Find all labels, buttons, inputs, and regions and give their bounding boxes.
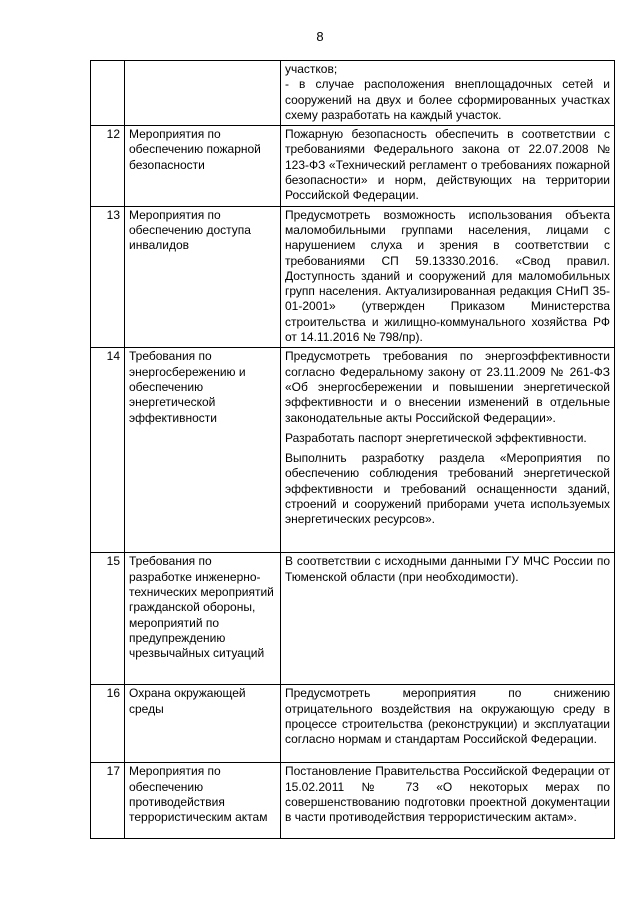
- requirement-paragraph: Разработать паспорт энергетической эффективности.: [285, 430, 587, 445]
- row-title: Мероприятия по обеспечению пожарной безопасности: [125, 126, 281, 206]
- page-number: 8: [316, 29, 324, 44]
- row-requirements: [281, 763, 615, 839]
- row-title: Требования по разработке инженерно-технических мероприятий гражданской обороны, мероприятий по предупреждению чрезвычайных ситуаций: [125, 553, 281, 685]
- row-requirements: [281, 553, 615, 685]
- requirement-paragraph: участков;: [285, 62, 338, 76]
- table-row: [91, 348, 615, 553]
- row-requirements: [281, 126, 615, 206]
- row-title: Мероприятия по обеспечению доступа инвалидов: [125, 206, 281, 348]
- row-requirements: [281, 685, 615, 763]
- requirement-paragraph: Предусмотреть возможность использования объекта маломобильными группами населения, лицами с нарушением слуха и зрения в соответствии с требованиями СП 59.13330.2016. «Свод правил. Доступность зданий и сооружений для маломобильных групп населения. Актуализированная редакция СНиП 35-01-2001» (утвержден Приказом Министерства строительства и жилищно-коммунального хозяйства РФ от 14.11.2016 № 798/пр).: [285, 207, 610, 345]
- requirement-paragraph: Пожарную безопасность обеспечить в соответствии с требованиями Федерального закона от 22.07.2008 № 123-ФЗ «Технический регламент о требованиях пожарной безопасности» и норм, действующих на территории Российской Федерации.: [285, 127, 610, 203]
- table-row: [91, 61, 615, 126]
- table-row: [91, 685, 615, 763]
- row-requirements: [281, 206, 615, 348]
- row-number: 16: [91, 685, 125, 763]
- row-number: 13: [91, 206, 125, 348]
- row-number: 17: [91, 763, 125, 839]
- row-title: Требования по энергосбережению и обеспечению энергетической эффективности: [125, 348, 281, 553]
- row-number: [91, 61, 125, 126]
- row-requirements: [281, 61, 615, 126]
- requirement-paragraph: В соответствии с исходными данными ГУ МЧС России по Тюменской области (при необходимости).: [285, 554, 610, 584]
- row-number: 12: [91, 126, 125, 206]
- row-requirements: [281, 348, 615, 553]
- requirement-paragraph: Постановление Правительства Российской Федерации от 15.02.2011 № 73 «О некоторых мерах по совершенствованию подготовки проектной документации в части противодействия террористическим актам».: [285, 764, 610, 825]
- requirements-table-body: [91, 61, 615, 839]
- table-row: [91, 126, 615, 206]
- row-title: Мероприятия по обеспечению противодействия террористическим актам: [125, 763, 281, 839]
- requirement-paragraph: Выполнить разработку раздела «Мероприятия по обеспечению соблюдения требований энергетической эффективности и требований оснащенности зданий, строений и сооружений приборами учета используемых энергетических ресурсов».: [285, 451, 610, 527]
- requirements-table: [90, 60, 615, 839]
- row-number: 15: [91, 553, 125, 685]
- requirement-paragraph: Предусмотреть мероприятия по снижению отрицательного воздействия на окружающую среду в процессе строительства (реконструкции) и эксплуатации согласно нормам и стандартам Российской Федерации.: [285, 686, 610, 747]
- table-row: [91, 206, 615, 348]
- row-title: Охрана окружающей среды: [125, 685, 281, 763]
- row-number: 14: [91, 348, 125, 553]
- requirement-paragraph: Предусмотреть требования по энергоэффективности согласно Федеральному закону от 23.11.2009 № 261-ФЗ «Об энергосбережении и повышении энергетической эффективности и о внесении изменений в отдельные законодательные акты Российской Федерации».: [285, 349, 610, 425]
- table-row: [91, 553, 615, 685]
- requirement-paragraph: - в случае расположения внеплощадочных сетей и сооружений на двух и более сформированных участках схему разработать на каждый участок.: [285, 77, 610, 122]
- table-row: [91, 763, 615, 839]
- row-title: [125, 61, 281, 126]
